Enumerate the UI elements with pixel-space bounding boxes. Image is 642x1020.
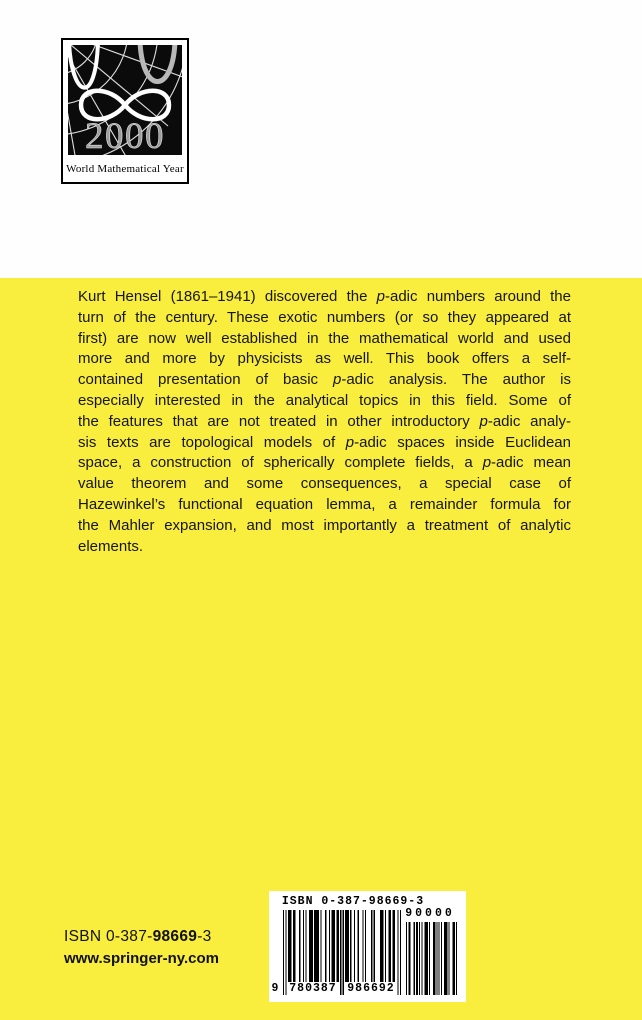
publisher-website: www.springer-ny.com — [64, 950, 220, 967]
description-line: space, a construction of spherically complete fields, a p-adic mean — [78, 454, 572, 472]
description-line: elements. — [78, 537, 144, 555]
description-line: especially interested in the analytical topics in this field. Some of — [78, 391, 571, 409]
isbn-text — [64, 928, 212, 946]
isbn-core: 98669 — [152, 928, 198, 945]
description-line: the features that are not treated in other introductory p-adic analy- — [78, 412, 571, 430]
ean5-addon-barcode — [405, 922, 457, 995]
book-description — [78, 287, 571, 557]
isbn-suffix: -3 — [197, 928, 212, 945]
description-line: contained presentation of basic p-adic analysis. The author is — [78, 371, 572, 389]
isbn-prefix: ISBN 0-387- — [64, 928, 153, 945]
barcode-digits-group2: 986692 — [345, 982, 397, 995]
cover-top-section — [0, 0, 642, 278]
description-line: Hazewinkel’s functional equation lemma, a remainder formula for — [78, 495, 571, 513]
world-mathematical-year-logo — [61, 38, 189, 184]
globe-infinity-graphic — [68, 45, 182, 155]
barcode-isbn-label: ISBN 0-387-98669-3 — [281, 895, 425, 908]
barcode-digits-group1: 780387 — [287, 982, 339, 995]
description-line: the Mahler expansion, and most importantly a treatment of analytic — [78, 516, 571, 534]
description-line: turn of the century. These exotic numbers (or so they appeared at — [78, 308, 571, 326]
description-line: sis texts are topological models of p-adic spaces inside Euclidean — [78, 433, 571, 451]
description-line: value theorem and some consequences, a special case of — [78, 475, 571, 493]
cover-yellow-section — [0, 278, 642, 1020]
description-line: Kurt Hensel (1861–1941) discovered the p-adic numbers around the — [78, 288, 571, 305]
logo-caption: World Mathematical Year — [66, 163, 184, 175]
description-line: first) are now well established in the mathematical world and used — [78, 329, 571, 347]
barcode-digit-9: 9 — [271, 982, 280, 995]
barcode-panel — [269, 891, 466, 1002]
logo-year-text: 2000 — [85, 116, 165, 155]
barcode-addon-label: 90000 — [405, 907, 455, 920]
description-line: more and more by physicists as well. This book offers a self- — [78, 350, 571, 368]
